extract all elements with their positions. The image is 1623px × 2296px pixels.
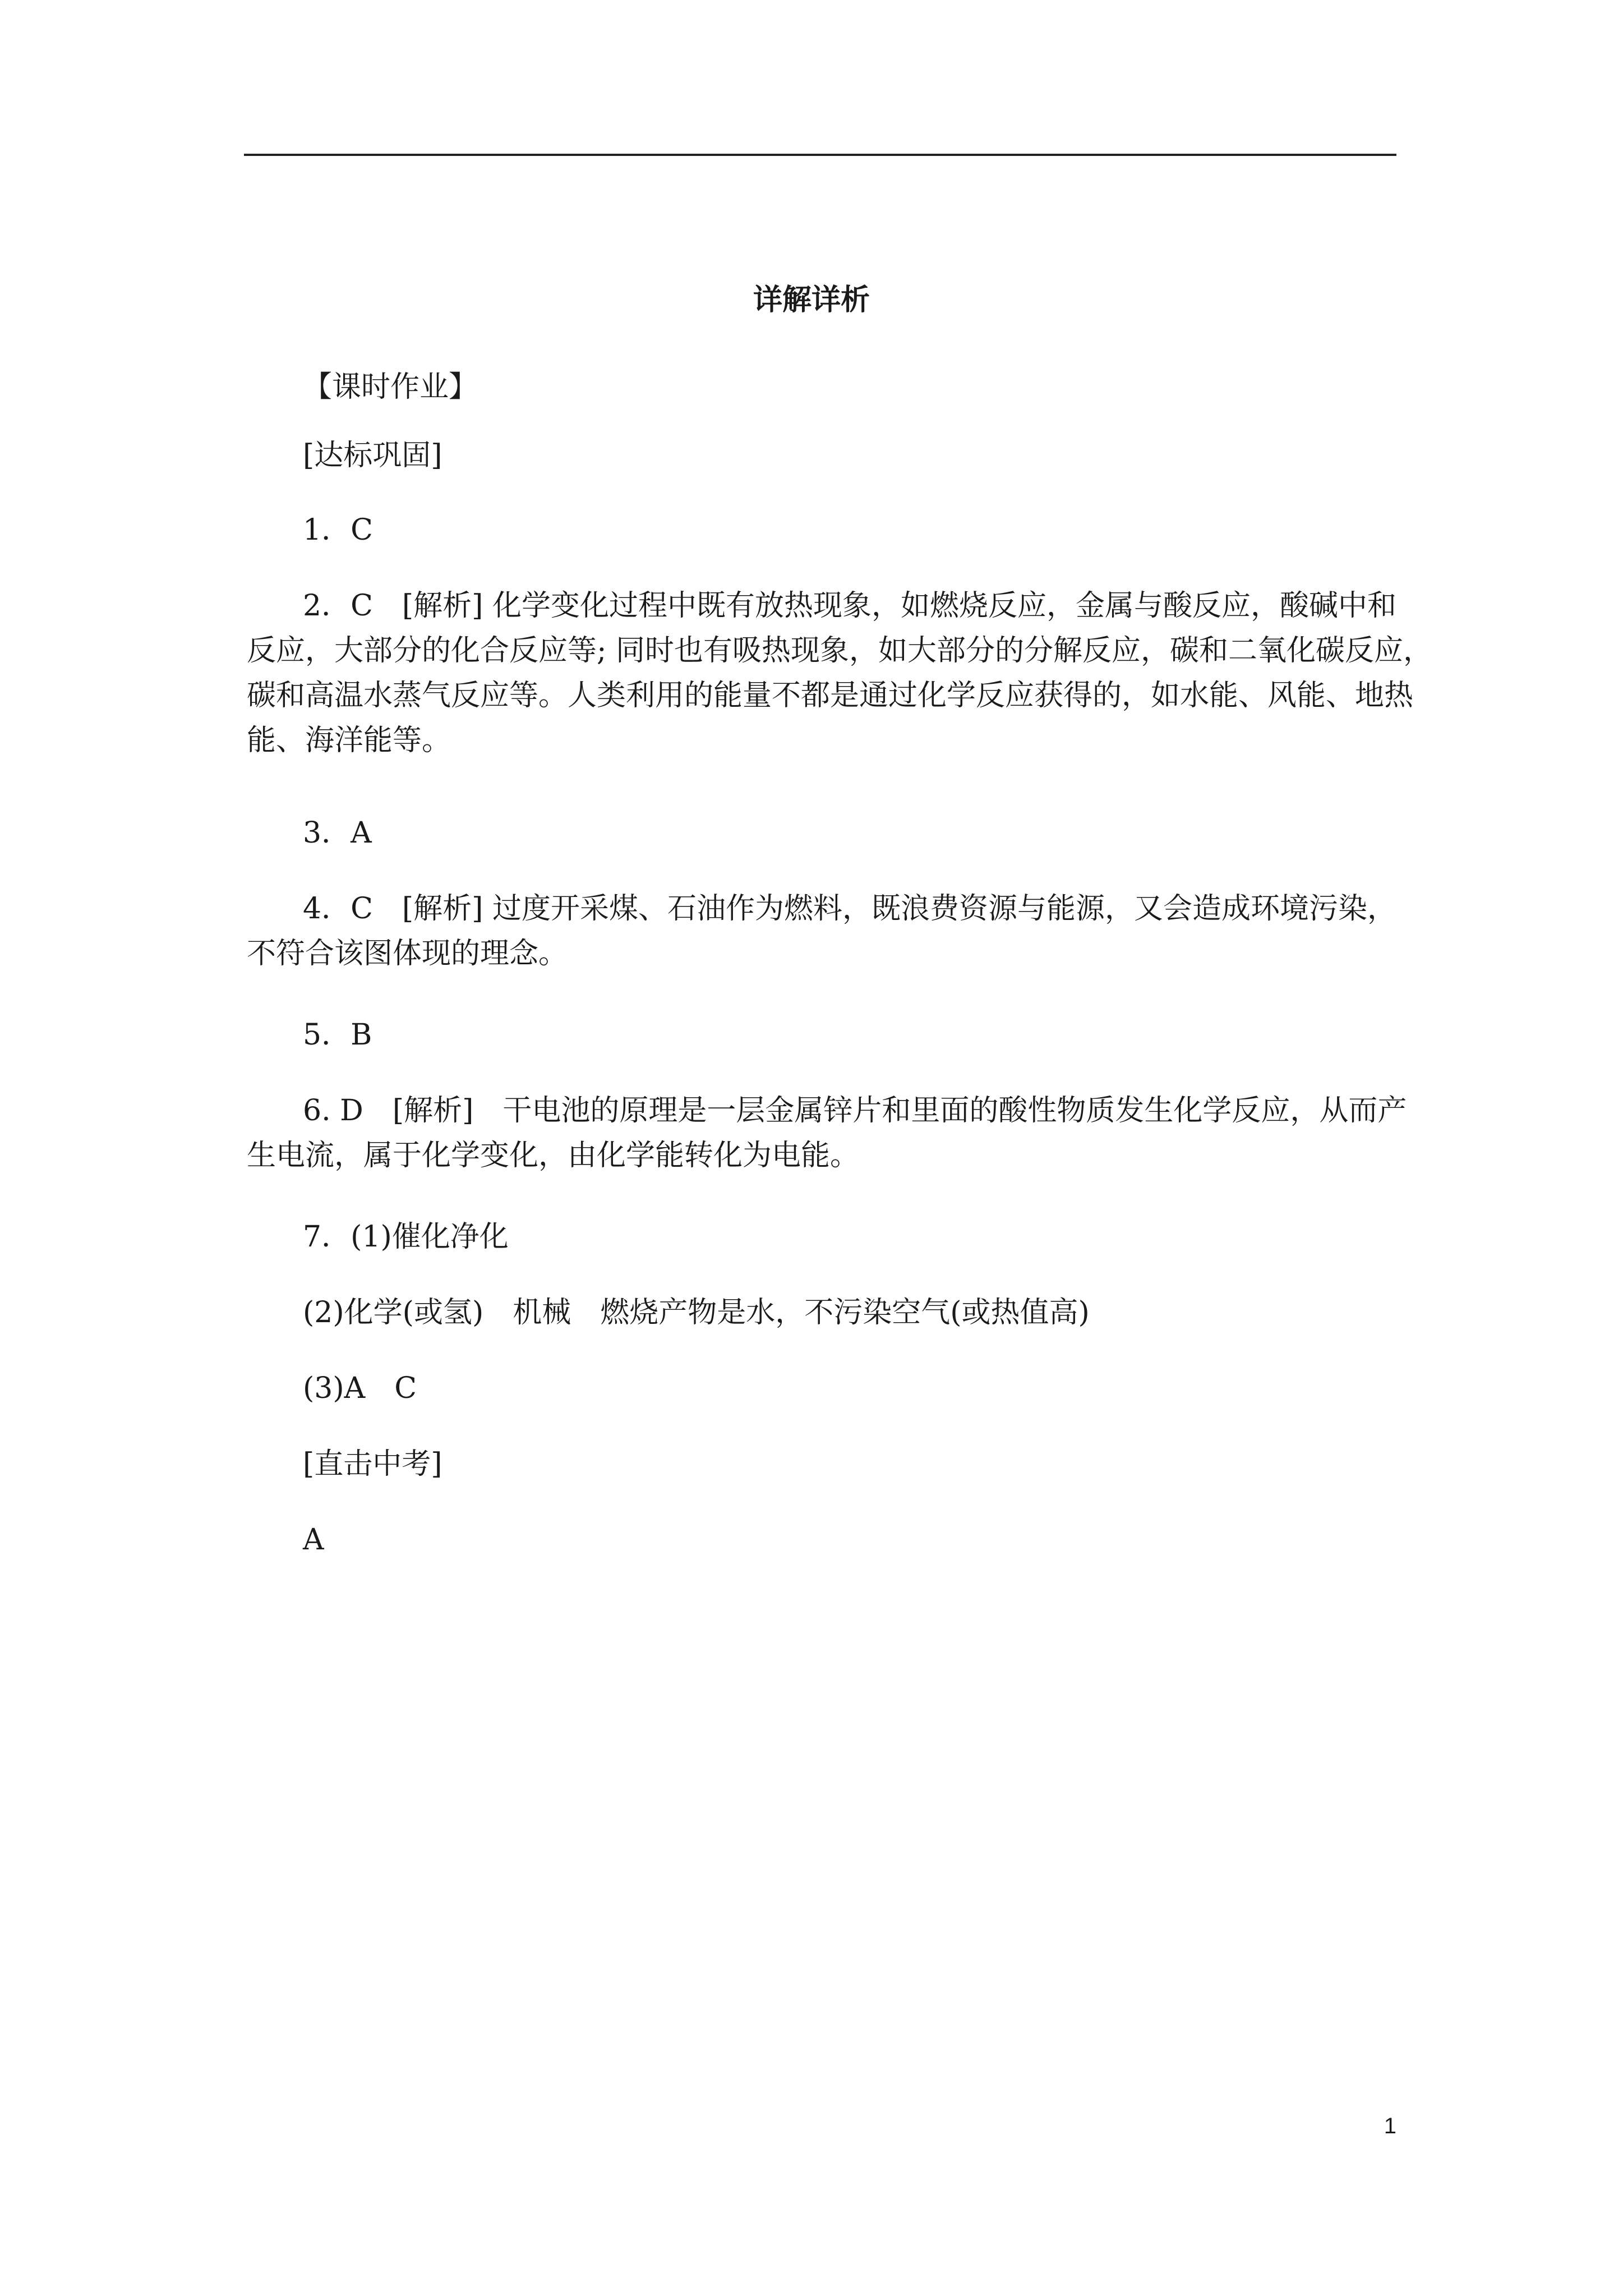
zhongkao-answer: A <box>303 1523 324 1557</box>
answer-7-part-2: (2)化学(或氢) 机械 燃烧产物是水，不污染空气(或热值高) <box>303 1296 1090 1329</box>
answer-3: 3．A <box>303 816 372 850</box>
header-rule <box>244 154 1396 156</box>
page-title: 详解详析 <box>753 283 870 317</box>
section-heading: 【课时作业】 <box>303 370 478 404</box>
answer-6 <box>247 1088 1407 1178</box>
answer-2-line-1: 2．C [解析] 化学变化过程中既有放热现象，如燃烧反应，金属与酸反应，酸碱中和 <box>303 589 1396 623</box>
page-number: 1 <box>1384 2114 1396 2138</box>
answer-7-part-3: (3)A C <box>303 1372 417 1405</box>
answer-4-line-2: 不符合该图体现的理念。 <box>247 937 568 970</box>
answer-2 <box>247 583 1433 763</box>
answer-1: 1．C <box>303 513 373 547</box>
subsection-heading-dabiao: [达标巩固] <box>303 439 442 472</box>
answer-2-line-3: 碳和高温水蒸气反应等。人类利用的能量不都是通过化学反应获得的，如水能、风能、地热 <box>247 679 1414 712</box>
answer-4-line-1: 4．C [解析] 过度开采煤、石油作为燃料，既浪费资源与能源，又会造成环境污染， <box>303 892 1396 926</box>
answer-6-line-1: 6. D [解析] 干电池的原理是一层金属锌片和里面的酸性物质发生化学反应，从而产 <box>303 1094 1407 1128</box>
answer-2-line-2: 反应，大部分的化合反应等; 同时也有吸热现象，如大部分的分解反应，碳和二氧化碳反应， <box>247 634 1433 668</box>
subsection-heading-zhongkao: [直击中考] <box>303 1447 442 1481</box>
answer-2-line-4: 能、海洋能等。 <box>247 724 451 757</box>
answer-5: 5．B <box>303 1018 372 1052</box>
answer-6-line-2: 生电流，属于化学变化，由化学能转化为电能。 <box>247 1139 860 1172</box>
answer-4 <box>247 886 1402 976</box>
answer-7-part-1: 7．(1)催化净化 <box>303 1220 509 1254</box>
